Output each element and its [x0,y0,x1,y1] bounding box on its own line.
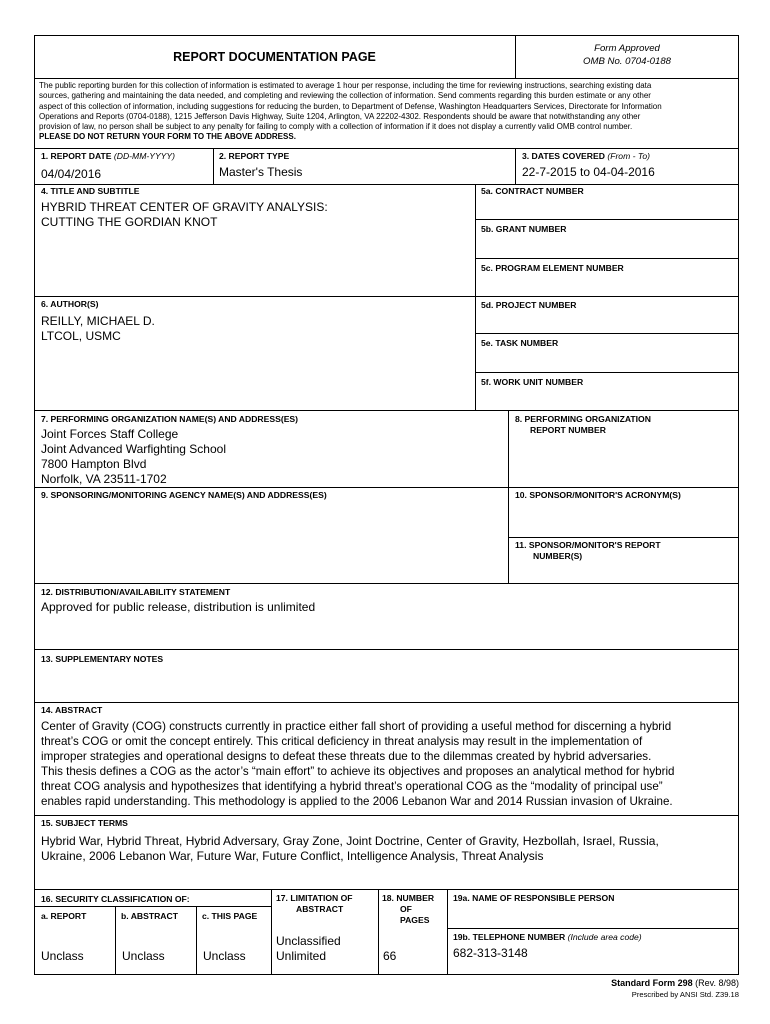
sponsor-report-label-1: 11. SPONSOR/MONITOR'S REPORT [515,540,661,550]
title-line: CUTTING THE GORDIAN KNOT [41,215,218,229]
limitation-label-2: ABSTRACT [296,904,344,914]
performing-org-label: 7. PERFORMING ORGANIZATION NAME(S) AND ADDRESS(ES) [41,414,299,424]
work-unit-label: 5f. WORK UNIT NUMBER [481,377,584,387]
burden-line: provision of law, no person shall be subject to any penalty for failing to comply with a collection of information if it does not display a currently valid OMB control number. [39,122,633,132]
abstract-line: Center of Gravity (COG) constructs currently in practice either fall short of providing a useful method for discerning a hybrid [41,720,672,733]
abstract-line: threat COG analysis and hypothesizes that identifying a hybrid threat’s operational COG as the “modality of principal use” [41,780,663,793]
limitation-field[interactable] [276,934,341,964]
performing-org-line: 7800 Hampton Blvd [41,457,147,471]
dates-covered-label-text: 3. DATES COVERED [522,151,605,161]
number-pages-label-1: 18. NUMBER [382,893,435,903]
limitation-line: Unlimited [276,949,327,963]
telephone-label-text: 19b. TELEPHONE NUMBER [453,932,566,942]
security-classification-label: 16. SECURITY CLASSIFICATION OF: [41,894,190,904]
burden-line: aspect of this collection of information, including suggestions for reducing the burden, to Department of Defense, Washington Headquarters Services, Directorate for Information [39,101,662,111]
title-line: HYBRID THREAT CENTER OF GRAVITY ANALYSIS: [41,200,328,214]
burden-line: The public reporting burden for this collection of information is estimated to average 1 hour per response, including the time for reviewing instructions, searching existing data [39,81,652,90]
form-approved-label: Form Approved [594,43,660,54]
subject-terms-label: 15. SUBJECT TERMS [41,818,128,828]
abstract-field[interactable] [41,719,674,809]
abstract-line: improper strategies and operational designs to defeat these threats due to the dilemmas created by hybrid adversaries. [41,750,652,763]
abstract-line: threat’s COG or omit the concept entirely. This critical deficiency in threat analysis may result in the implementation of [41,735,643,748]
burden-line: Operations and Reports (0704-0188), 1215 Jefferson Davis Highway, Suite 1204, Arlington, VA 22202-4302. Respondents should be aware that notwithstanding any other [39,111,641,121]
responsible-person-label: 19a. NAME OF RESPONSIBLE PERSON [453,893,615,903]
class-report-field[interactable]: Unclass [41,949,84,963]
task-number-label: 5e. TASK NUMBER [481,338,559,348]
dates-covered-field[interactable]: 22-7-2015 to 04-04-2016 [522,165,655,179]
dates-covered-hint: (From - To) [607,151,650,161]
form-name-line [611,978,739,988]
omb-number: OMB No. 0704-0188 [583,56,671,67]
title-field[interactable] [41,200,328,230]
class-this-page-field[interactable]: Unclass [203,949,246,963]
performing-report-label [515,414,651,436]
limitation-label [276,893,353,915]
abstract-label: 14. ABSTRACT [41,705,103,715]
burden-line: sources, gathering and maintaining the data needed, and completing and reviewing the collection of information. Send comments regarding this burden estimate or any other [39,91,651,101]
number-pages-label [382,893,434,926]
report-date-label [41,151,175,162]
number-pages-field[interactable]: 66 [383,949,397,963]
subject-terms-field[interactable] [41,834,659,864]
telephone-field[interactable]: 682-313-3148 [453,946,528,960]
sponsor-acronym-label: 10. SPONSOR/MONITOR'S ACRONYM(S) [515,490,681,500]
performing-report-label-2: REPORT NUMBER [530,425,606,435]
report-date-hint: (DD-MM-YYYY) [113,151,176,161]
contract-number-label: 5a. CONTRACT NUMBER [481,186,584,196]
project-number-label: 5d. PROJECT NUMBER [481,300,577,310]
performing-org-line: Norfolk, VA 23511-1702 [41,472,167,486]
author-line: REILLY, MICHAEL D. [41,314,155,328]
report-type-field[interactable]: Master's Thesis [219,165,303,179]
limitation-line: Unclassified [276,934,341,948]
performing-org-field[interactable] [41,427,226,487]
abstract-line: enables rapid understanding. This methodology is applied to the 2006 Lebanon War and 2014 Russian invasion of Ukraine. [41,795,673,808]
form-revision: (Rev. 8/98) [695,978,739,988]
subject-terms-line: Ukraine, 2006 Lebanon War, Future War, Future Conflict, Intelligence Analysis, Threat Analysis [41,849,544,863]
program-element-label: 5c. PROGRAM ELEMENT NUMBER [481,263,624,273]
limitation-label-1: 17. LIMITATION OF [276,893,353,903]
class-this-page-label: c. THIS PAGE [202,911,258,921]
author-label: 6. AUTHOR(S) [41,299,99,309]
page-title: REPORT DOCUMENTATION PAGE [173,50,376,64]
class-report-label: a. REPORT [41,911,87,921]
form-footer [611,978,739,999]
class-abstract-field[interactable]: Unclass [122,949,165,963]
grant-number-label: 5b. GRANT NUMBER [481,224,567,234]
performing-report-label-1: 8. PERFORMING ORGANIZATION [515,414,651,424]
author-line: LTCOL, USMC [41,329,121,343]
report-type-label: 2. REPORT TYPE [219,151,290,161]
subject-terms-line: Hybrid War, Hybrid Threat, Hybrid Adversary, Gray Zone, Joint Doctrine, Center of Gravity, Hezbollah, Israel, Russia, [41,834,659,848]
prescribed-by: Prescribed by ANSI Std. Z39.18 [631,990,739,999]
number-pages-label-2: OF [400,904,412,914]
distribution-label: 12. DISTRIBUTION/AVAILABILITY STATEMENT [41,587,231,597]
sponsor-report-label-2: NUMBER(S) [533,551,583,561]
telephone-hint: (Include area code) [567,932,642,942]
telephone-label [453,932,642,943]
sponsor-report-label [515,540,661,562]
report-date-field[interactable]: 04/04/2016 [41,167,102,181]
distribution-field[interactable]: Approved for public release, distribution is unlimited [41,600,316,614]
performing-org-line: Joint Advanced Warfighting School [41,442,226,456]
author-field[interactable] [41,314,155,344]
abstract-line: This thesis defines a COG as the actor’s “main effort” to achieve its objectives and proposes an analytical method for hybrid [41,765,675,778]
dates-covered-label [522,151,650,162]
performing-org-line: Joint Forces Staff College [41,427,179,441]
supplementary-label: 13. SUPPLEMENTARY NOTES [41,654,164,664]
title-label: 4. TITLE AND SUBTITLE [41,186,140,196]
sponsoring-agency-label: 9. SPONSORING/MONITORING AGENCY NAME(S) AND ADDRESS(ES) [41,490,327,500]
number-pages-label-3: PAGES [400,915,430,925]
form-name: Standard Form 298 [611,978,693,988]
class-abstract-label: b. ABSTRACT [121,911,178,921]
report-date-label-text: 1. REPORT DATE [41,151,112,161]
burden-notice [39,81,735,143]
burden-warning: PLEASE DO NOT RETURN YOUR FORM TO THE ABOVE ADDRESS. [39,132,296,142]
